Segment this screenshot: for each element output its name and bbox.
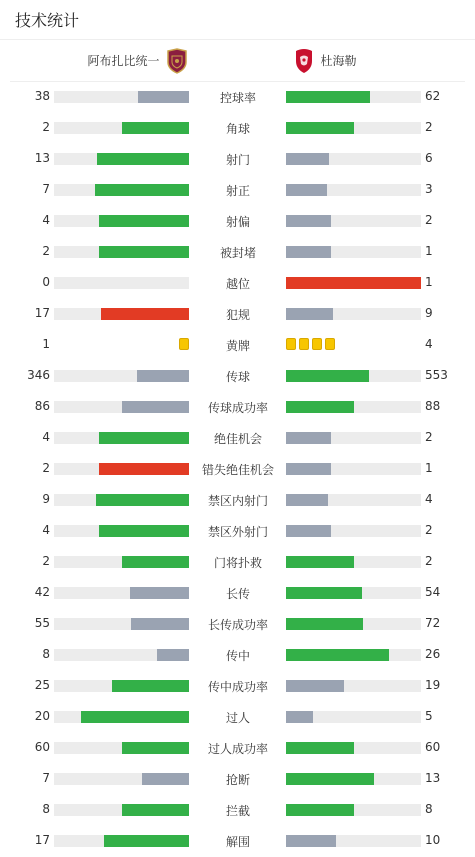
away-value: 5 [425,709,433,723]
stat-row [0,361,475,392]
away-bar-fill [286,432,331,444]
away-bar [286,680,421,692]
away-bar [286,277,421,289]
away-bar-fill [286,308,333,320]
stat-label: 被封堵 [219,246,256,260]
home-bar [54,742,189,754]
stat-label: 拦截 [225,804,250,818]
away-bar-fill [286,91,370,103]
home-bar [54,432,189,444]
home-value: 4 [42,213,50,227]
home-bar [54,835,189,847]
away-bar [286,91,421,103]
away-value: 10 [425,833,441,847]
away-bar [286,525,421,537]
away-bar [286,215,421,227]
home-value: 346 [27,368,50,382]
home-value: 2 [42,554,50,568]
stat-row [0,268,475,299]
away-bar [286,804,421,816]
away-value: 4 [425,337,433,351]
away-bar [286,773,421,785]
away-bar [286,122,421,134]
away-bar [286,742,421,754]
home-bar-fill [95,184,190,196]
yellow-card-icon [179,338,189,350]
home-value: 17 [34,833,50,847]
away-bar-fill [286,277,421,289]
home-bar-fill [112,680,189,692]
home-bar [54,215,189,227]
home-bar [54,649,189,661]
home-bar [54,773,189,785]
away-bar-fill [286,742,354,754]
home-bar [54,804,189,816]
away-bar [286,153,421,165]
away-bar-fill [286,835,336,847]
home-bar-fill [99,246,189,258]
away-value: 2 [425,523,433,537]
away-bar-fill [286,401,354,413]
yellow-card-icon [312,338,322,350]
home-bar [54,308,189,320]
home-bar-fill [142,773,189,785]
away-bar-fill [286,370,369,382]
stat-row [0,144,475,175]
away-value: 72 [425,616,441,630]
away-bar-fill [286,618,363,630]
home-value: 20 [34,709,50,723]
home-bar-fill [157,649,189,661]
stat-row [0,206,475,237]
away-bar [286,184,421,196]
away-bar-fill [286,246,331,258]
home-bar-fill [122,556,190,568]
away-bar-fill [286,587,362,599]
stat-row [0,671,475,702]
stat-row [0,330,475,361]
home-bar [54,587,189,599]
away-value: 3 [425,182,433,196]
away-bar [286,835,421,847]
stat-label: 过人成功率 [207,742,268,756]
home-value: 2 [42,120,50,134]
home-bar-fill [99,463,189,475]
home-bar-fill [99,215,189,227]
away-value: 2 [425,554,433,568]
home-bar [54,401,189,413]
home-bar-fill [138,91,189,103]
stat-label: 错失绝佳机会 [201,463,274,477]
home-value: 2 [42,244,50,258]
home-value: 86 [34,399,50,413]
stat-label: 长传成功率 [207,618,268,632]
away-bar [286,711,421,723]
away-value: 13 [425,771,441,785]
home-bar-fill [130,587,189,599]
yellow-card-icon [286,338,296,350]
away-value: 8 [425,802,433,816]
home-bar-fill [101,308,189,320]
away-team-crest-icon [293,48,315,74]
home-bar-fill [104,835,189,847]
stat-row [0,547,475,578]
away-bar-fill [286,122,354,134]
away-value: 4 [425,492,433,506]
away-bar [286,246,421,258]
home-bar-fill [99,525,189,537]
home-bar [54,525,189,537]
home-value: 8 [42,647,50,661]
home-value: 9 [42,492,50,506]
away-bar-fill [286,184,327,196]
away-bar [286,463,421,475]
stat-label: 禁区外射门 [207,525,268,539]
home-bar-fill [122,122,190,134]
away-value: 60 [425,740,441,754]
home-bar-fill [97,153,189,165]
away-bar-fill [286,556,354,568]
home-value: 4 [42,430,50,444]
stat-label: 禁区内射门 [207,494,268,508]
stat-row [0,175,475,206]
home-bar-fill [81,711,189,723]
home-team[interactable] [87,40,187,81]
home-bar [54,680,189,692]
away-bar-fill [286,153,329,165]
stat-label: 长传 [225,587,250,601]
home-bar-fill [122,804,190,816]
home-team-name: 阿布扎比统一 [87,54,160,68]
stat-label: 黄牌 [225,339,250,353]
home-value: 38 [34,89,50,103]
home-value: 55 [34,616,50,630]
home-bar-fill [122,401,189,413]
stat-row [0,578,475,609]
away-bar [286,556,421,568]
away-value: 9 [425,306,433,320]
stat-row [0,795,475,826]
home-bar-fill [99,432,189,444]
stat-row [0,485,475,516]
stat-label: 射正 [225,184,250,198]
away-value: 88 [425,399,441,413]
home-value: 7 [42,182,50,196]
stat-label: 解围 [225,835,250,849]
home-bar [54,618,189,630]
home-value: 8 [42,802,50,816]
home-yellow-cards [54,338,189,352]
home-bar [54,556,189,568]
home-value: 2 [42,461,50,475]
stat-row [0,826,475,857]
stat-row [0,702,475,733]
stat-label: 射偏 [225,215,250,229]
away-value: 1 [425,461,433,475]
stat-label: 抢断 [225,773,250,787]
away-value: 6 [425,151,433,165]
stat-row [0,82,475,113]
stat-label: 犯规 [225,308,250,322]
home-value: 60 [34,740,50,754]
stat-row [0,237,475,268]
stat-label: 射门 [225,153,250,167]
stat-row [0,299,475,330]
stat-row [0,423,475,454]
home-bar [54,122,189,134]
stat-row [0,454,475,485]
section-title: 技术统计 [15,11,80,30]
stat-label: 传中成功率 [207,680,268,694]
home-bar [54,184,189,196]
home-bar [54,153,189,165]
yellow-card-icon [299,338,309,350]
stats-list [0,82,475,857]
home-bar [54,494,189,506]
stat-row [0,764,475,795]
stat-row [0,392,475,423]
away-bar [286,587,421,599]
away-yellow-cards [286,338,421,352]
stat-row [0,113,475,144]
home-bar-fill [96,494,189,506]
stat-row [0,733,475,764]
home-bar-fill [137,370,189,382]
home-value: 17 [34,306,50,320]
home-bar [54,711,189,723]
stat-label: 越位 [225,277,250,291]
home-bar-fill [122,742,190,754]
stat-row [0,640,475,671]
away-bar [286,494,421,506]
home-value: 13 [34,151,50,165]
stat-label: 控球率 [219,91,256,105]
away-value: 2 [425,430,433,444]
away-bar [286,308,421,320]
home-bar [54,277,189,289]
stat-label: 绝佳机会 [213,432,262,446]
away-bar [286,432,421,444]
home-bar [54,91,189,103]
away-value: 2 [425,120,433,134]
away-bar-fill [286,494,328,506]
away-bar [286,370,421,382]
away-value: 1 [425,275,433,289]
teams-row [10,40,465,82]
home-value: 0 [42,275,50,289]
home-value: 7 [42,771,50,785]
home-value: 1 [42,337,50,351]
away-bar-fill [286,711,313,723]
stat-label: 过人 [225,711,250,725]
stat-label: 传中 [225,649,250,663]
away-value: 19 [425,678,441,692]
away-team[interactable] [293,40,357,81]
stat-label: 传球 [225,370,250,384]
home-bar [54,463,189,475]
yellow-card-icon [325,338,335,350]
away-bar [286,618,421,630]
home-bar [54,246,189,258]
away-team-name: 杜海勒 [320,54,357,68]
away-bar-fill [286,680,344,692]
stat-label: 传球成功率 [207,401,268,415]
away-value: 62 [425,89,441,103]
away-bar-fill [286,215,331,227]
stat-row [0,609,475,640]
stat-label: 角球 [225,122,250,136]
away-bar [286,649,421,661]
home-bar [54,370,189,382]
home-value: 4 [42,523,50,537]
away-value: 54 [425,585,441,599]
away-bar-fill [286,649,389,661]
away-bar-fill [286,525,331,537]
home-bar-fill [131,618,189,630]
away-bar-fill [286,804,354,816]
away-bar-fill [286,463,331,475]
home-value: 25 [34,678,50,692]
away-value: 1 [425,244,433,258]
section-header [0,0,475,40]
away-value: 26 [425,647,441,661]
stat-label: 门将扑救 [213,556,262,570]
home-team-crest-icon [166,48,188,74]
stat-row [0,516,475,547]
home-value: 42 [34,585,50,599]
away-value: 553 [425,368,448,382]
away-value: 2 [425,213,433,227]
away-bar [286,401,421,413]
away-bar-fill [286,773,374,785]
